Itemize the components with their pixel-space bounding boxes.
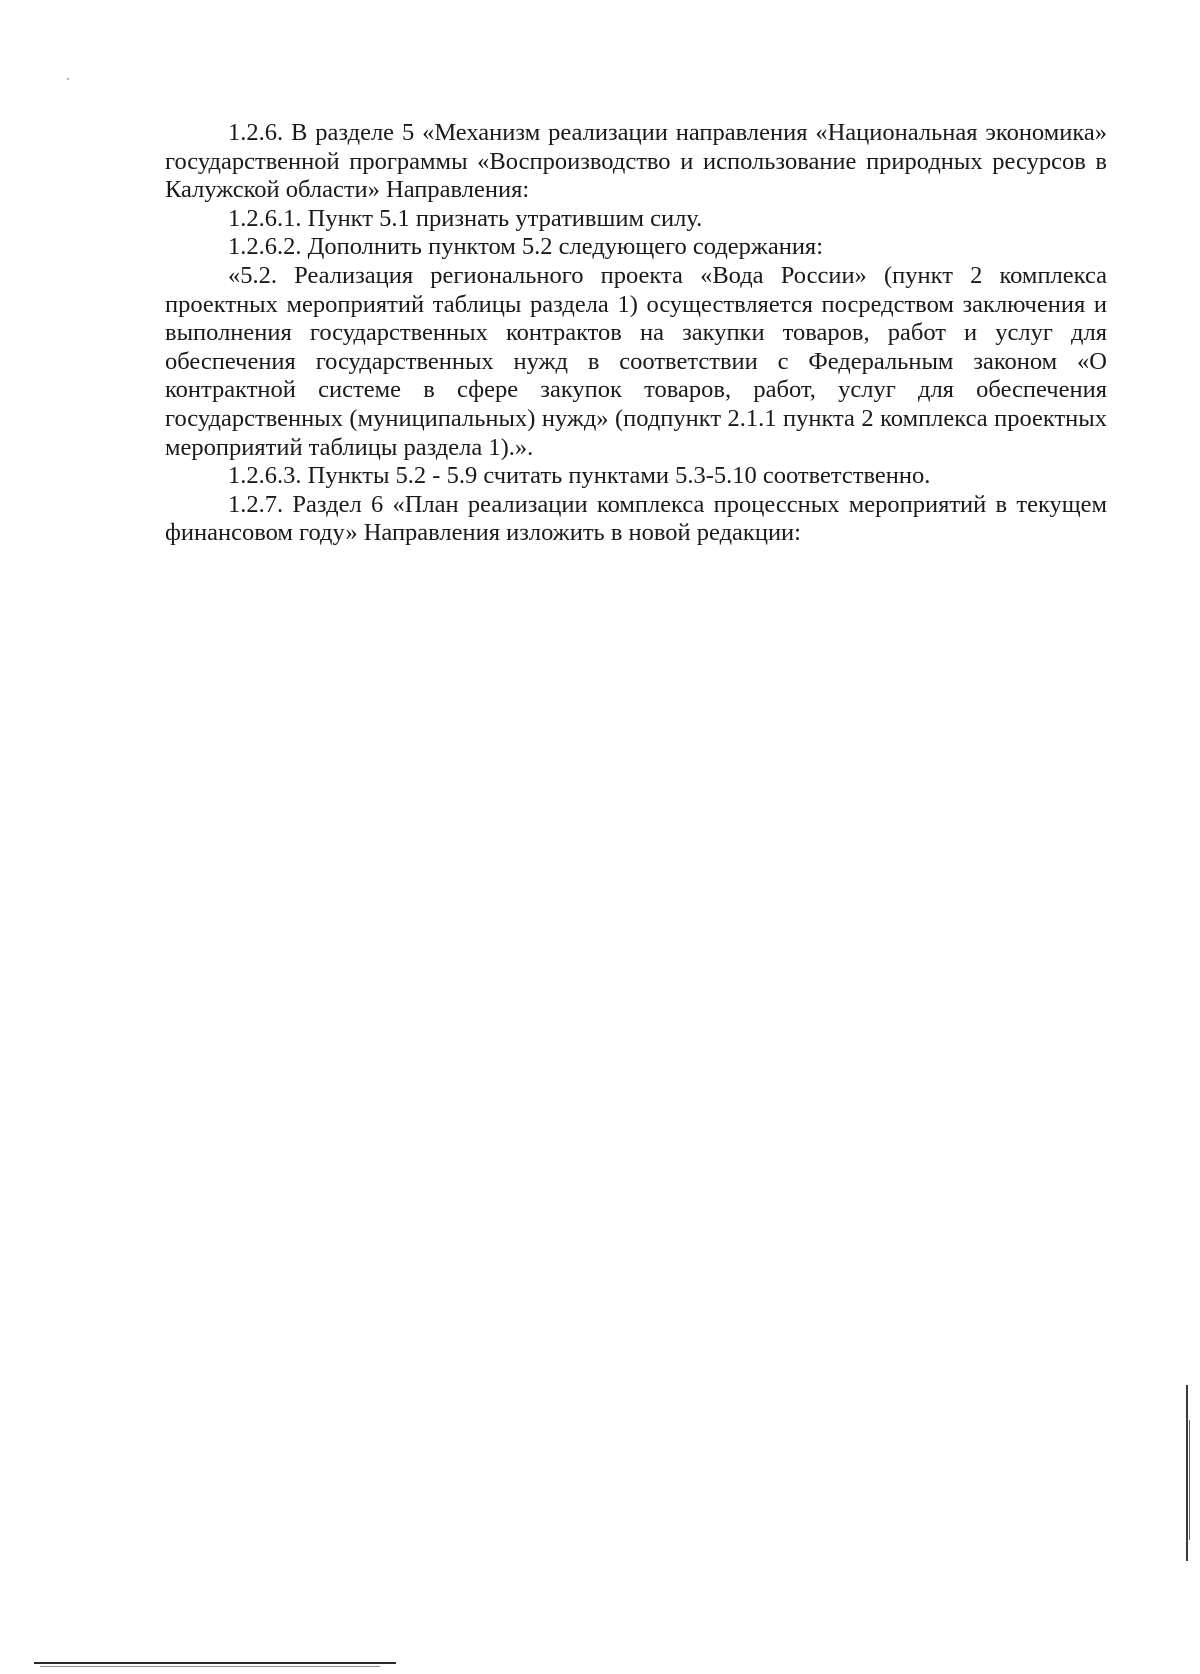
scan-edge-line-bottom — [34, 1662, 396, 1664]
paragraph-1-2-6-2: 1.2.6.2. Дополнить пунктом 5.2 следующего содержания: — [228, 233, 824, 261]
paragraph-1-2-6: 1.2.6. В разделе 5 «Механизм реализации направления «Национальная экономика» государственной программы «Воспроизводство и использование природных ресурсов в Калужской области» Направления: — [165, 119, 1107, 204]
scan-edge-line-right — [1186, 1385, 1188, 1561]
paragraph-1-2-6-3: 1.2.6.3. Пункты 5.2 - 5.9 считать пунктами 5.3-5.10 соответственно. — [228, 462, 931, 490]
scan-edge-line-right-faint — [1189, 1420, 1190, 1540]
scan-edge-line-bottom-faint — [40, 1666, 380, 1667]
paragraph-1-2-6-1: 1.2.6.1. Пункт 5.1 признать утратившим силу. — [228, 204, 703, 232]
document-body — [165, 119, 1107, 548]
paragraph-1-2-7: 1.2.7. Раздел 6 «План реализации комплекса процессных мероприятий в текущем финансовом году» Направления изложить в новой редакции: — [165, 490, 1107, 547]
scan-speck — [67, 78, 69, 80]
paragraph-5-2-quote: «5.2. Реализация регионального проекта «Вода России» (пункт 2 комплекса проектных мероприятий таблицы раздела 1) осуществляется посредством заключения и выполнения государственных контрактов на закупки товаров, работ и услуг для обеспечения государственных нужд в соответствии с Федеральным законом «О контрактной системе в сфере закупок товаров, работ, услуг для обеспечения государственных (муниципальных) нужд» (подпункт 2.1.1 пункта 2 комплекса проектных мероприятий таблицы раздела 1).». — [165, 261, 1107, 461]
